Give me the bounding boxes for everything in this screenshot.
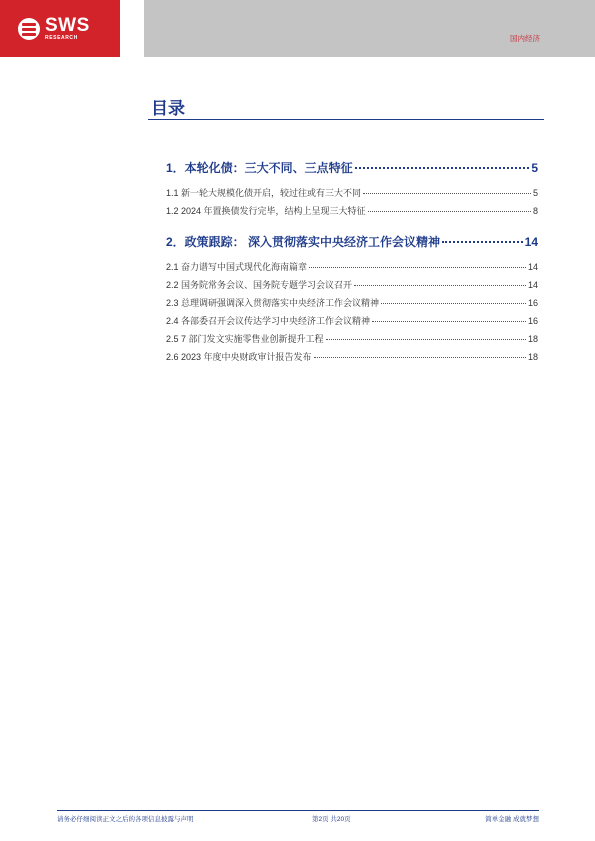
toc-entry-label: 1.1 新一轮大规模化债开启，较过往或有三大不同 — [166, 188, 362, 198]
toc-leader-dots — [326, 339, 526, 340]
toc-entry-label: 2.2 国务院常务会议、国务院专题学习会议召开 — [166, 280, 353, 290]
toc-entry-page: 16 — [527, 298, 538, 308]
logo-subtitle: RESEARCH — [45, 35, 78, 41]
toc-entry-page: 18 — [527, 334, 538, 344]
toc-entry-page: 5 — [532, 188, 538, 198]
toc-entry-2[interactable] — [166, 233, 538, 250]
toc-entry-1[interactable] — [166, 159, 538, 176]
toc-entry-label: 2.3 总理调研强调深入贯彻落实中央经济工作会议精神 — [166, 298, 380, 308]
toc-leader-dots — [314, 357, 526, 358]
footer-slogan: 简单金融 成就梦想 — [485, 816, 539, 823]
toc-entry-2-1[interactable] — [166, 260, 538, 273]
toc-entry-label: 2.5 7 部门发文实施零售业创新提升工程 — [166, 334, 324, 344]
toc-entry-label: 2.6 2023 年度中央财政审计报告发布 — [166, 352, 312, 362]
toc-entry-page: 16 — [527, 316, 538, 326]
toc-entry-label: 2．政策跟踪： 深入贯彻落实中央经济工作会议精神 — [166, 235, 441, 249]
toc-leader-dots — [442, 241, 523, 243]
toc-entry-page: 8 — [532, 206, 538, 216]
logo-name: SWS — [45, 15, 90, 36]
report-category: 国内经济 — [510, 34, 540, 43]
toc-entry-label: 1.2 2024 年置换债发行完毕，结构上呈现三大特征 — [166, 206, 366, 216]
toc-leader-dots — [372, 321, 526, 322]
company-logo — [0, 0, 120, 57]
header-bar — [144, 0, 595, 57]
footer-disclaimer: 请务必仔细阅读正文之后的各项信息披露与声明 — [57, 816, 194, 823]
toc-leader-dots — [309, 267, 526, 268]
toc-divider — [148, 119, 544, 120]
toc-leader-dots — [354, 285, 526, 286]
header-separator — [123, 0, 144, 57]
toc-entry-1-1[interactable] — [166, 186, 538, 199]
toc-entry-page: 18 — [527, 352, 538, 362]
sws-logo-icon — [18, 18, 40, 40]
toc-leader-dots — [381, 303, 526, 304]
toc-entry-2-6[interactable] — [166, 350, 538, 363]
toc-entry-page: 5 — [531, 161, 538, 175]
toc-entry-label: 2.1 奋力谱写中国式现代化海南篇章 — [166, 262, 308, 272]
toc-leader-dots — [368, 211, 531, 212]
toc-entry-label: 1．本轮化债：三大不同、三点特征 — [166, 161, 353, 175]
toc-leader-dots — [355, 167, 530, 169]
toc-entry-page: 14 — [524, 235, 538, 249]
toc-entry-page: 14 — [527, 280, 538, 290]
footer-page-info: 第2页 共20页 — [312, 816, 351, 823]
toc-entry-page: 14 — [527, 262, 538, 272]
toc-entry-2-3[interactable] — [166, 296, 538, 309]
toc-entry-label: 2.4 各部委召开会议传达学习中央经济工作会议精神 — [166, 316, 371, 326]
toc-entry-2-4[interactable] — [166, 314, 538, 327]
toc-entry-1-2[interactable] — [166, 204, 538, 217]
toc-title: 目录 — [151, 99, 185, 118]
footer-divider — [57, 810, 539, 811]
toc-entry-2-5[interactable] — [166, 332, 538, 345]
toc-leader-dots — [363, 193, 531, 194]
toc-entry-2-2[interactable] — [166, 278, 538, 291]
